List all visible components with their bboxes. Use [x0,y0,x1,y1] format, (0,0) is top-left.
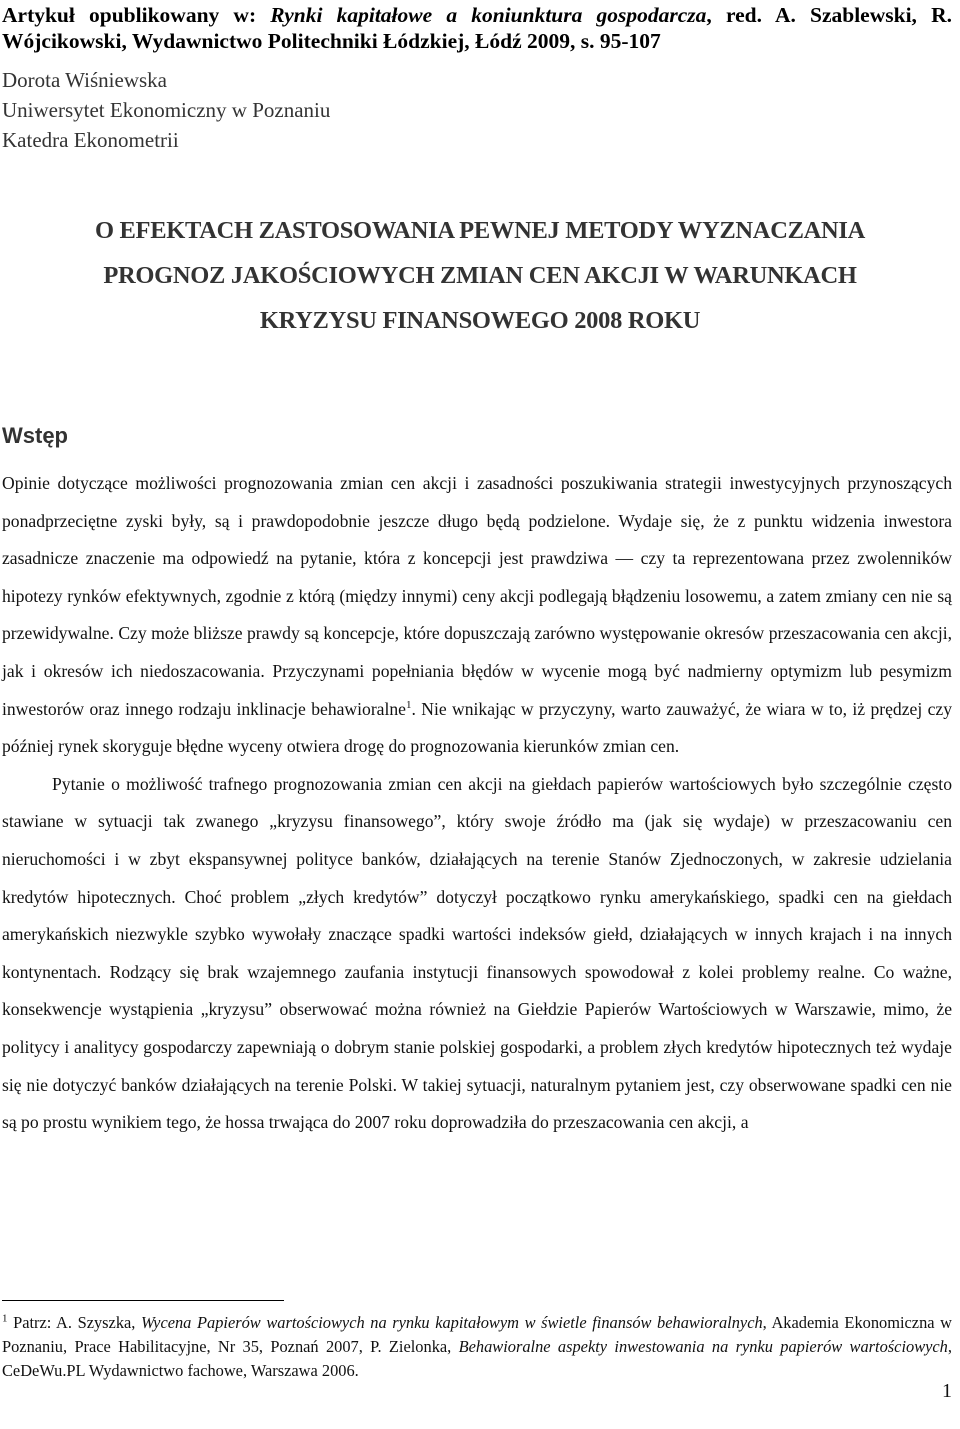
title-line-3: KRYZYSU FINANSOWEGO 2008 ROKU [259,307,701,334]
header-prefix: Artykuł opublikowany w: [2,3,271,27]
paragraph-1-text-a: Opinie dotyczące możliwości prognozowania zmian cen akcji i zasadności poszukiwania strategii inwestycyjnych przynoszących ponadprzeciętne zyski były, są i prawdopodobnie jeszcze długo będą podzielone. Wydaje się, że z punktu widzenia inwestora zasadnicze znaczenie ma odpowiedź na pytanie, która z koncepcji jest prawdziwa — czy ta reprezentowana przez zwolenników hipotezy rynków efektywnych, zgodnie z którą (między innymi) ceny akcji podlegają błądzeniu losowemu, a zatem zmiany cen nie są przewidywalne. Czy może bliższe prawdy są koncepcje, które dopuszczają zarówno występowanie okresów przeszacowania cen akcji, jak i okresów ich niedoszacowania. Przyczynami popełniania błędów w wycenie mogą być nadmierny optymizm lub pesymizm inwestorów oraz innego rodzaju inklinacje behawioralne [2,473,952,719]
publication-title: Rynki kapitałowe a koniunktura gospodarcza [270,3,707,27]
title-line-2: PROGNOZ JAKOŚCIOWYCH ZMIAN CEN AKCJI W WARUNKACH [103,262,857,289]
paragraph-1-text-b: . Nie wnikając w przyczyny, warto zauważyć, że wiara w to, iż prędzej czy później rynek skoryguje błędne wyceny otwiera drogę do prognozowania kierunków zmian cen. [2,698,952,757]
page-number: 1 [942,1380,952,1402]
footnote-text-1: Patrz: A. Szyszka, [7,1313,142,1332]
title-line-1: O EFEKTACH ZASTOSOWANIA PEWNEJ METODY WYZNACZANIA [94,217,866,244]
footnote-cited-title-2: Behawioralne aspekty inwestowania na rynku papierów wartościowych [458,1337,948,1356]
footnote-text-2: , Akademia Ekonomiczna w Poznaniu, Prace Habilitacyjne, Nr 35, Poznań 2007, P. Zielonka, [2,1313,952,1356]
author-block [2,65,330,155]
paper-title [10,208,950,343]
footnote-text-3: , CeDeWu.PL Wydawnictwo fachowe, Warszawa 2006. [2,1337,952,1380]
footnote-separator [2,1300,284,1301]
footnote [2,1311,952,1383]
footnote-cited-title-1: Wycena Papierów wartościowych na rynku kapitałowym w świetle finansów behawioralnych [141,1313,763,1332]
author-department: Katedra Ekonometrii [2,128,179,152]
author-name: Dorota Wiśniewska [2,68,167,92]
header-suffix: , red. A. Szablewski, R. Wójcikowski, Wydawnictwo Politechniki Łódzkiej, Łódź 2009, s. 95-107 [2,3,952,53]
footnote-number: 1 [2,1312,8,1325]
author-university: Uniwersytet Ekonomiczny w Poznaniu [2,98,331,122]
publication-header [2,2,952,54]
footnote-reference: 1 [406,698,412,711]
section-heading: Wstęp [2,423,68,448]
body-text [2,465,952,1142]
paragraph-2: Pytanie o możliwość trafnego prognozowania zmian cen akcji na giełdach papierów wartościowych było szczególnie często stawiane w sytuacji tak zwanego „kryzysu finansowego”, który swoje źródło ma (jak się wydaje) w przeszacowaniu cen nieruchomości i w zbyt ekspansywnej polityce banków, działających na terenie Stanów Zjednoczonych, w zakresie udzielania kredytów hipotecznych. Choć problem „złych kredytów” dotyczył początkowo rynku amerykańskiego, spadki cen na giełdach amerykańskich niezwykle szybko wywołały znaczące spadki wartości indeksów giełd, działających w innych krajach i na innych kontynentach. Rodzący się brak wzajemnego zaufania instytucji finansowych spowodował z kolei problemy realne. Co ważne, konsekwencje wystąpienia „kryzysu” obserwować można również na Giełdzie Papierów Wartościowych w Warszawie, mimo, że politycy i analitycy gospodarczy zapewniają o dobrym stanie polskiej gospodarki, a problem złych kredytów hipotecznych też wydaje się nie dotyczyć banków działających na terenie Polski. W takiej sytuacji, naturalnym pytaniem jest, czy obserwowane spadki cen nie są po prostu wynikiem tego, że hossa trwająca do 2007 roku doprowadziła do przeszacowania cen akcji, a [2,773,952,1133]
paragraph-1 [2,465,952,766]
